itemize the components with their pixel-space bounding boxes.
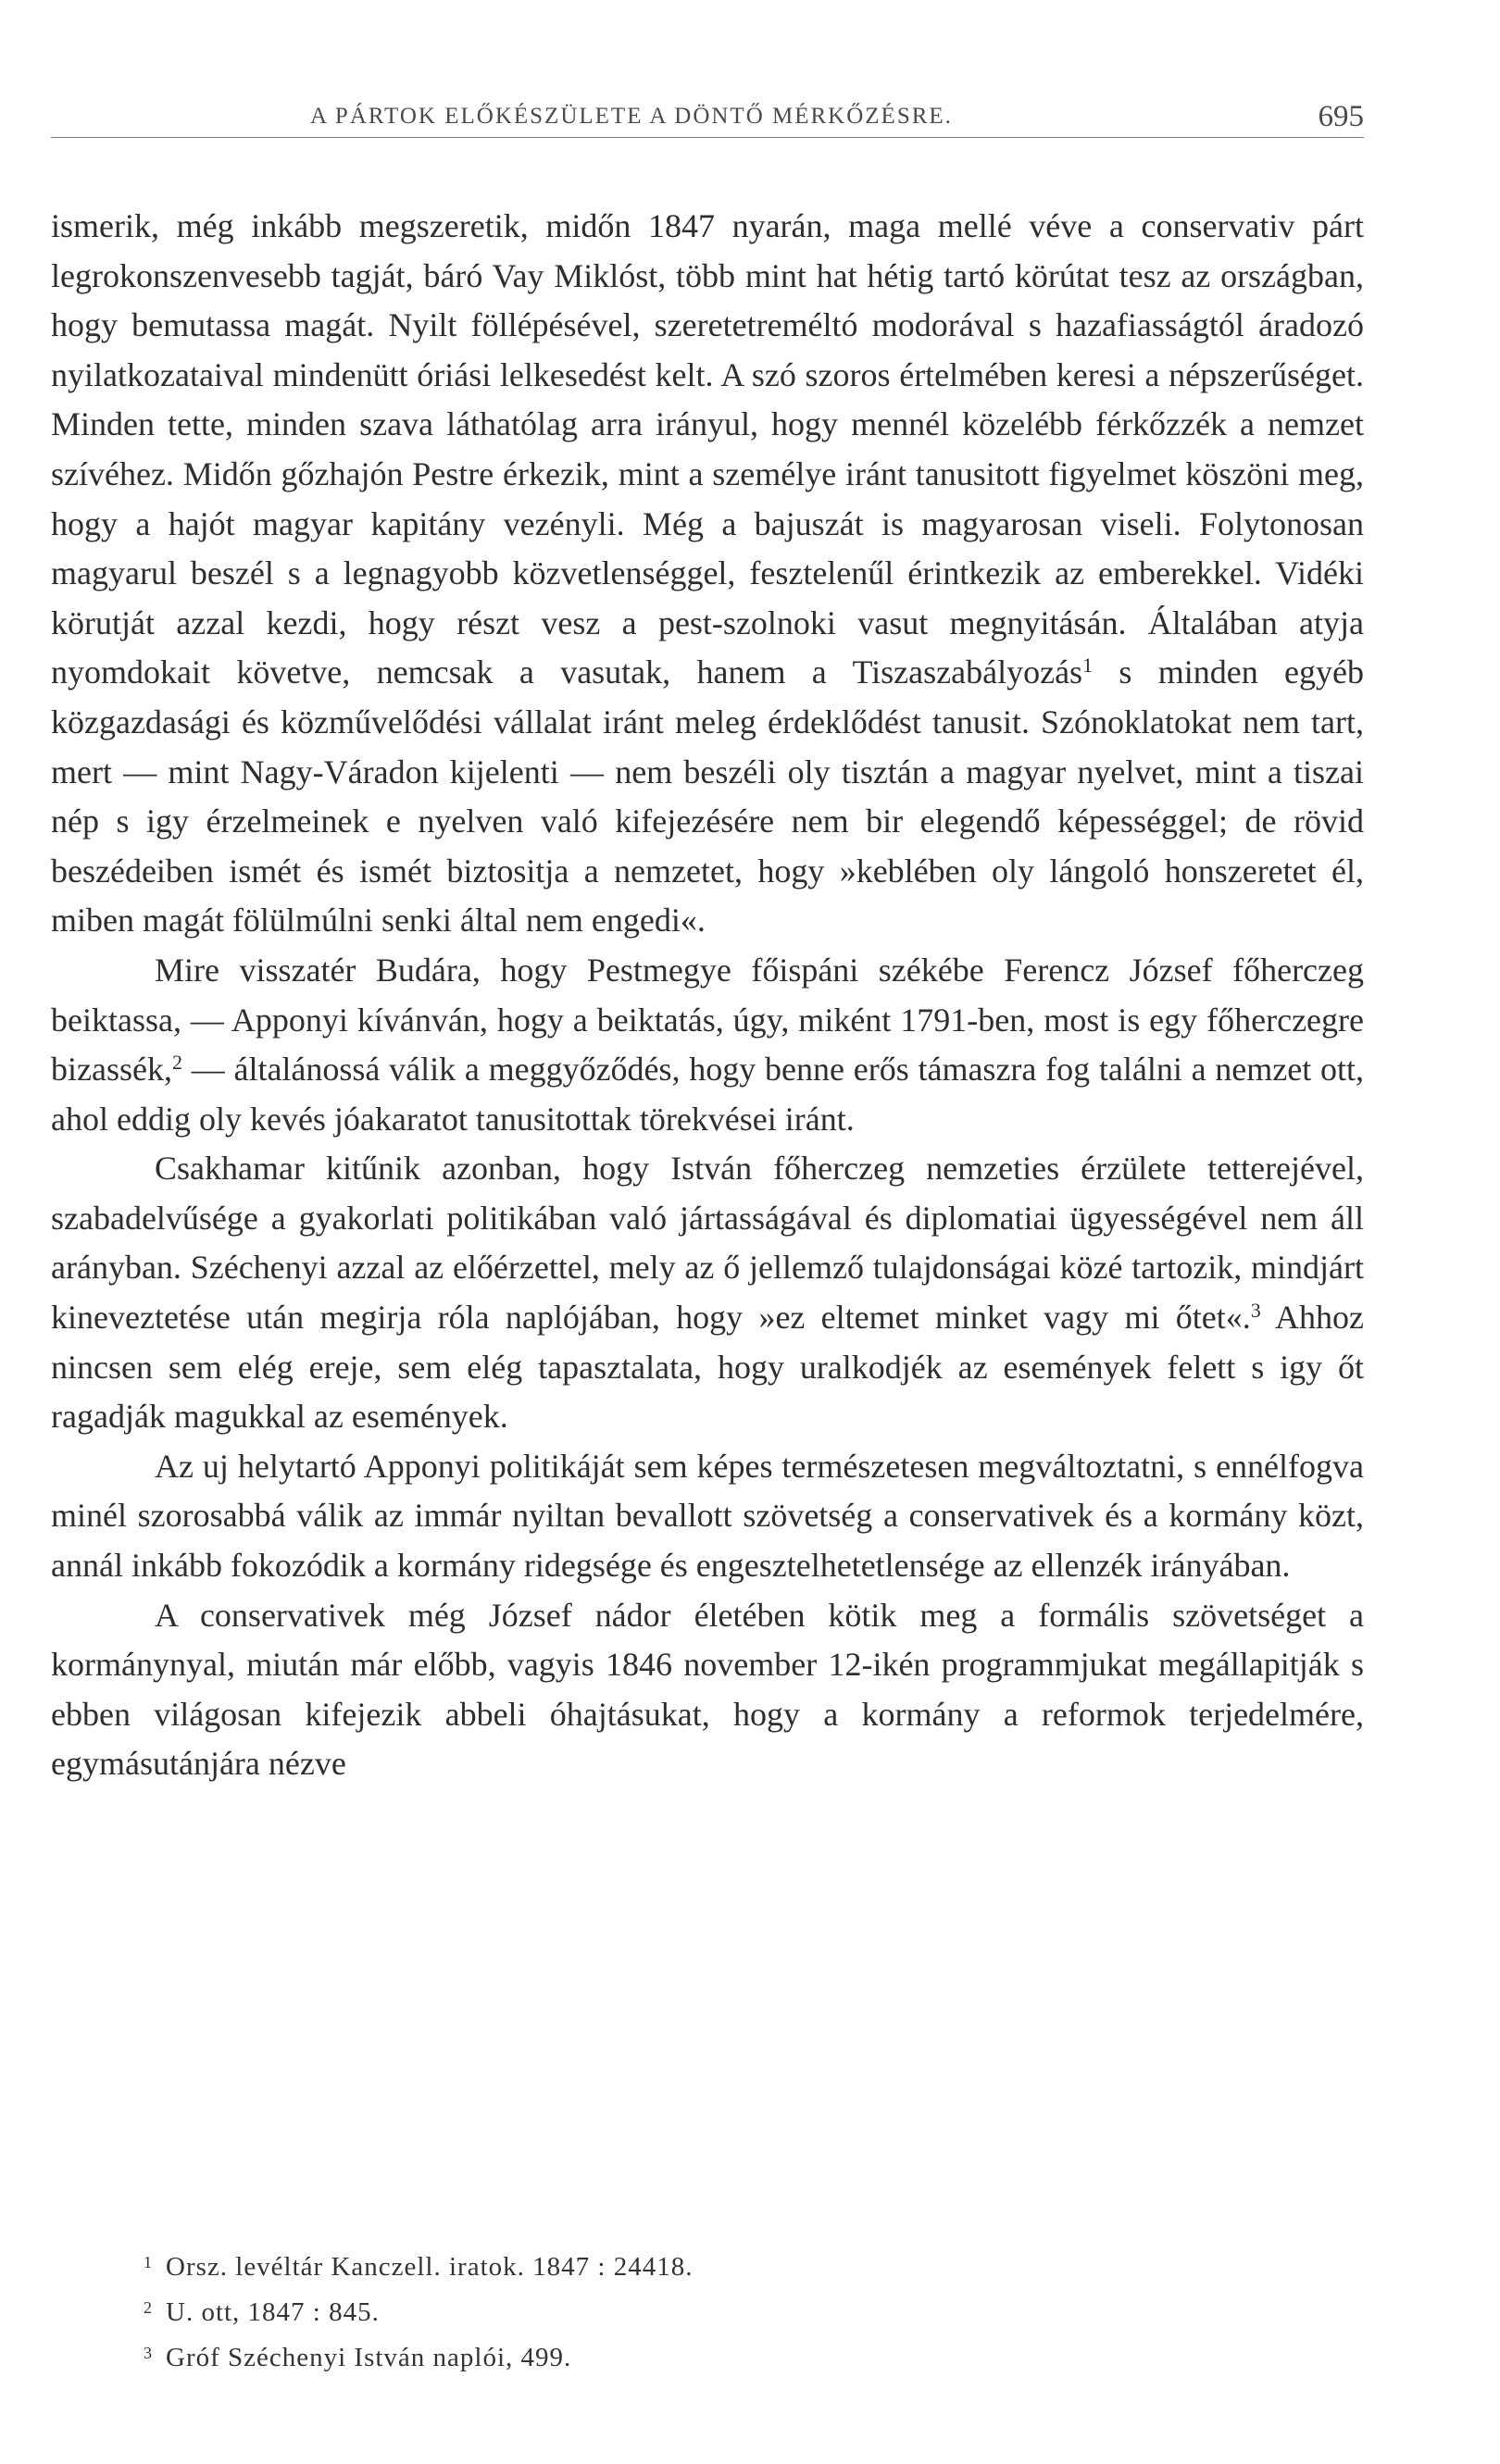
paragraph xyxy=(51,946,1364,1144)
paragraph xyxy=(51,202,1364,946)
footnote-text: Orsz. levéltár Kanczell. iratok. 1847 : 24418. xyxy=(166,2252,694,2282)
paragraph xyxy=(51,1442,1364,1591)
footnotes xyxy=(144,2245,1347,2381)
book-page xyxy=(51,0,1364,2464)
text-run: Ahhoz nincsen sem elég ereje, sem elég tapasztalata, hogy uralkodjék az események felett s igy őt ragadják magukkal az események. xyxy=(51,1299,1364,1436)
footnote-ref: 1 xyxy=(1082,653,1094,678)
text-run: Az uj helytartó Apponyi politikáját sem képes természetesen megváltoztatni, s ennélfogva minél szorosabbá válik az immár nyiltan bevallott szövetség a conservativek és a kormány közt, annál inkább fokozódik a kormány ridegsége és engesztelhetetlensége az ellenzék irányában. xyxy=(51,1447,1364,1585)
text-run: A conservativek még József nádor életében kötik meg a formális szövetséget a kormánynyal, miután már előbb, vagyis 1846 november 12-ikén programmjukat megállapitják s ebben világosan kifejezik abbeli óhajtásukat, hogy a kormány a reformok terjedelmére, egymásutánjára nézve xyxy=(51,1596,1364,1783)
footnote: 2 U. ott, 1847 : 845. xyxy=(144,2297,380,2327)
paragraph xyxy=(51,1144,1364,1442)
footnote: 1 Orsz. levéltár Kanczell. iratok. 1847 : 24418. xyxy=(144,2252,694,2282)
footnote-ref: 2 xyxy=(171,1051,182,1075)
page-number: 695 xyxy=(1318,100,1364,133)
header-rule xyxy=(51,137,1364,138)
footnote: 3 Gróf Széchenyi István naplói, 499. xyxy=(144,2343,572,2372)
body-text xyxy=(51,202,1364,1789)
footnote-text: U. ott, 1847 : 845. xyxy=(166,2297,380,2327)
text-run: s minden egyéb közgazdasági és közművelődési vállalat iránt meleg érdeklődést tanusit. Szónoklatokat nem tart, mert — mint Nagy-Váradon kijelenti — nem beszéli oly tisztán a magyar nyelvet, mint a tiszai nép s igy érzelmeinek e nyelven való kifejezésére nem bir elegendő képességgel; de rövid beszédeiben ismét és ismét biztositja a nemzetet, hogy »keblében oly lángoló honszeretet él, miben magát fölülmúlni senki által nem engedi«. xyxy=(51,653,1365,940)
running-title: A PÁRTOK ELŐKÉSZÜLETE A DÖNTŐ MÉRKŐZÉSRE. xyxy=(310,104,953,129)
text-run: ismerik, még inkább megszeretik, midőn 1847 nyarán, maga mellé véve a conservativ párt legrokonszenvesebb tagját, báró Vay Miklóst, több mint hat hétig tartó körútat tesz az országban, hogy bemutassa magát. Nyilt föllépésével, szeretetreméltó modorával s hazafiasságtól áradozó nyilatkozataival mindenütt óriási lelkesedést kelt. A szó szoros értelmében keresi a népszerűséget. Minden tette, minden szava láthatólag arra irányul, hogy mennél közelébb férkőzzék a nemzet szívéhez. Midőn gőzhajón Pestre érkezik, mint a személye iránt tanusitott figyelmet köszöni meg, hogy a hajót magyar kapitány vezényli. Még a bajuszát is magyarosan viseli. Folytonosan magyarul beszél s a legnagyobb közvetlenséggel, fesztelenűl érintkezik az emberekkel. Vidéki körutját azzal kezdi, hogy részt vesz a pest-szolnoki vasut megnyitásán. Általában atyja nyomdokait követve, nemcsak a vasutak, hanem a Tiszaszabályozás xyxy=(51,207,1364,691)
text-run: Mire visszatér Budára, hogy Pestmegye főispáni székébe Ferencz József főherczeg beiktassa, — Apponyi kívánván, hogy a beiktatás, úgy, miként 1791-ben, most is egy főherczegre bizassék, xyxy=(51,951,1364,1089)
running-head xyxy=(51,98,1364,139)
text-run: — általánossá válik a meggyőződés, hogy benne erős támaszra fog találni a nemzet ott, ahol eddig oly kevés jóakaratot tanusitottak törekvései iránt. xyxy=(51,1051,1364,1138)
text-run: Csakhamar kitűnik azonban, hogy István főherczeg nemzeties érzülete tetterejével, szabadelvűsége a gyakorlati politikában való jártasságával és diplomatiai ügyességével nem áll arányban. Széchenyi azzal az előérzettel, mely az ő jellemző tulajdonságai közé tartozik, mindjárt kineveztetése után megirja róla naplójában, hogy »ez eltemet minket vagy mi őtet«. xyxy=(51,1150,1364,1337)
footnote-text: Gróf Széchenyi István naplói, 499. xyxy=(166,2343,572,2372)
footnote-ref: 3 xyxy=(1250,1299,1261,1323)
paragraph xyxy=(51,1591,1364,1789)
